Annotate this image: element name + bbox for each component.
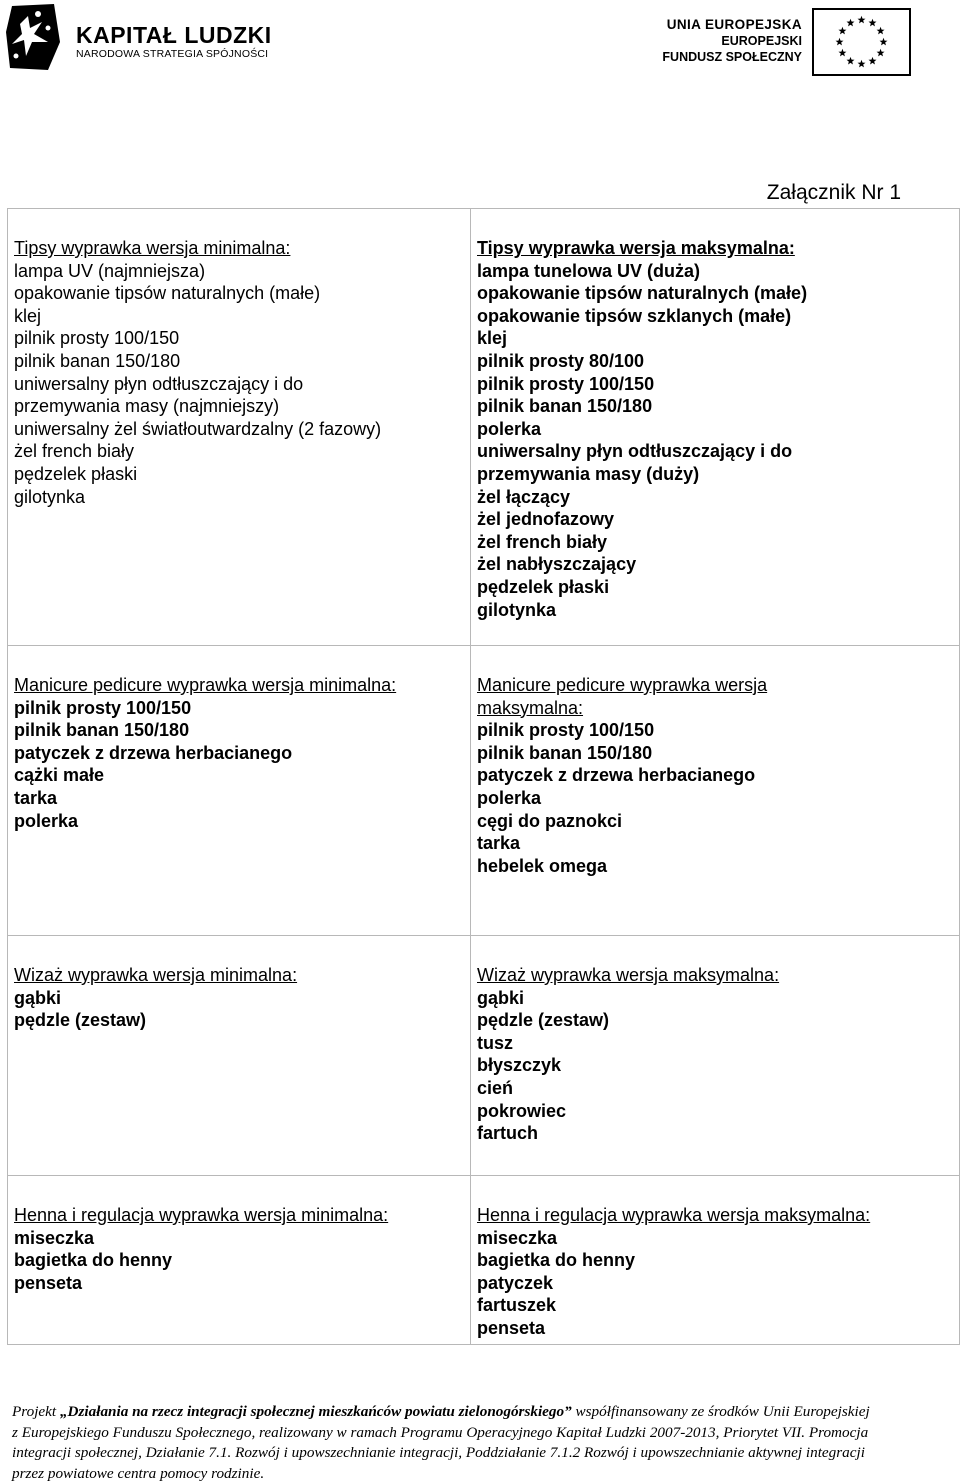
list-item: gilotynka	[477, 599, 953, 622]
wizaz-min-title: Wizaż wyprawka wersja minimalna:	[14, 964, 464, 987]
tipsy-min-title: Tipsy wyprawka wersja minimalna:	[14, 237, 464, 260]
eu-star-icon	[858, 60, 866, 68]
footer-line1-rest: współfinansowany ze środków Unii Europejskiej	[572, 1403, 870, 1420]
kapital-ludzki-logo	[4, 0, 254, 74]
kapital-ludzki-emblem-icon	[4, 2, 62, 72]
footer-prefix: Projekt	[12, 1403, 60, 1420]
list-item: pilnik banan 150/180	[14, 719, 464, 742]
wizaz-max-title: Wizaż wyprawka wersja maksymalna:	[477, 964, 953, 987]
eu-star-icon	[847, 19, 855, 27]
footer-project-name: „Działania na rzecz integracji społecznej mieszkańców powiatu zielonogórskiego”	[60, 1403, 572, 1420]
wizaz-min-cell	[8, 936, 471, 1176]
list-item: pilnik prosty 80/100	[477, 350, 953, 373]
list-item: penseta	[477, 1317, 953, 1340]
manicure-max-cell	[471, 646, 960, 936]
tipsy-max-title: Tipsy wyprawka wersja maksymalna:	[477, 237, 953, 260]
table-row-henna	[8, 1176, 960, 1345]
eu-logo	[664, 6, 914, 78]
eu-star-icon	[877, 27, 885, 35]
list-item: miseczka	[14, 1227, 464, 1250]
henna-max-cell	[471, 1176, 960, 1345]
manicure-max-title-line1: Manicure pedicure wyprawka wersja	[477, 674, 953, 697]
henna-min-title: Henna i regulacja wyprawka wersja minimalna:	[14, 1204, 464, 1227]
footer-note	[12, 1402, 912, 1484]
eu-logo-line3: FUNDUSZ SPOŁECZNY	[662, 49, 802, 65]
eu-star-icon	[877, 49, 885, 57]
footer-line1	[12, 1402, 912, 1423]
footer-line4: przez powiatowe centra pomocy rodzinie.	[12, 1464, 912, 1484]
list-item: lampa UV (najmniejsza)	[14, 260, 464, 283]
eu-star-icon	[869, 19, 877, 27]
tipsy-min-cell	[8, 209, 471, 646]
manicure-min-title: Manicure pedicure wyprawka wersja minimalna:	[14, 674, 464, 697]
list-item: bagietka do henny	[14, 1249, 464, 1272]
list-item: polerka	[14, 810, 464, 833]
list-item: żel french biały	[477, 531, 953, 554]
list-item: pilnik banan 150/180	[477, 395, 953, 418]
list-item: pokrowiec	[477, 1100, 953, 1123]
list-item: penseta	[14, 1272, 464, 1295]
kapital-ludzki-title: KAPITAŁ LUDZKI	[76, 22, 272, 49]
list-item: klej	[14, 305, 464, 328]
list-item: gąbki	[14, 987, 464, 1010]
list-item: opakowanie tipsów szklanych (małe)	[477, 305, 953, 328]
list-item: pilnik banan 150/180	[477, 742, 953, 765]
wizaz-max-cell	[471, 936, 960, 1176]
list-item: uniwersalny płyn odtłuszczający i do	[14, 373, 464, 396]
list-item: miseczka	[477, 1227, 953, 1250]
list-item: żel nabłyszczający	[477, 553, 953, 576]
list-item: cień	[477, 1077, 953, 1100]
list-item: gilotynka	[14, 486, 464, 509]
list-item: lampa tunelowa UV (duża)	[477, 260, 953, 283]
table-row-tipsy	[8, 209, 960, 646]
list-item: klej	[477, 327, 953, 350]
list-item: pilnik prosty 100/150	[477, 719, 953, 742]
list-item: pilnik prosty 100/150	[477, 373, 953, 396]
list-item: żel łączący	[477, 486, 953, 509]
list-item: tusz	[477, 1032, 953, 1055]
tipsy-max-cell	[471, 209, 960, 646]
footer-line3: integracji społecznej, Działanie 7.1. Rozwój i upowszechnianie integracji, Poddziałanie 7.1.2 Rozwój i upowszechnianie aktywnej integracji	[12, 1443, 912, 1464]
list-item: tarka	[477, 832, 953, 855]
list-item: uniwersalny żel światłoutwardzalny (2 fazowy)	[14, 418, 464, 441]
list-item: pędzle (zestaw)	[477, 1009, 953, 1032]
list-item: gąbki	[477, 987, 953, 1010]
manicure-max-title-line2: maksymalna:	[477, 697, 953, 720]
list-item: hebelek omega	[477, 855, 953, 878]
list-item: cążki małe	[14, 764, 464, 787]
table-row-manicure	[8, 646, 960, 936]
list-item: pędzle (zestaw)	[14, 1009, 464, 1032]
list-item: przemywania masy (najmniejszy)	[14, 395, 464, 418]
manicure-min-cell	[8, 646, 471, 936]
list-item: tarka	[14, 787, 464, 810]
list-item: cęgi do paznokci	[477, 810, 953, 833]
henna-min-cell	[8, 1176, 471, 1345]
annex-title: Załącznik Nr 1	[767, 181, 901, 205]
list-item: uniwersalny płyn odtłuszczający i do	[477, 440, 953, 463]
list-item: polerka	[477, 787, 953, 810]
list-item: patyczek z drzewa herbacianego	[477, 764, 953, 787]
list-item: patyczek	[477, 1272, 953, 1295]
list-item: żel french biały	[14, 440, 464, 463]
eu-star-icon	[847, 57, 855, 65]
list-item: żel jednofazowy	[477, 508, 953, 531]
list-item: przemywania masy (duży)	[477, 463, 953, 486]
eu-star-icon	[880, 38, 888, 46]
eu-logo-line2: EUROPEJSKI	[662, 33, 802, 49]
eu-star-icon	[836, 38, 844, 46]
list-item: pilnik prosty 100/150	[14, 327, 464, 350]
eu-star-icon	[838, 49, 846, 57]
list-item: pilnik prosty 100/150	[14, 697, 464, 720]
henna-max-title: Henna i regulacja wyprawka wersja maksymalna:	[477, 1204, 953, 1227]
list-item: błyszczyk	[477, 1054, 953, 1077]
eu-flag-icon	[812, 8, 911, 76]
list-item: pilnik banan 150/180	[14, 350, 464, 373]
list-item: fartuch	[477, 1122, 953, 1145]
equipment-table	[7, 208, 960, 1345]
eu-logo-text	[662, 16, 802, 65]
list-item: opakowanie tipsów naturalnych (małe)	[14, 282, 464, 305]
kapital-ludzki-subtitle: NARODOWA STRATEGIA SPÓJNOŚCI	[76, 48, 268, 60]
list-item: bagietka do henny	[477, 1249, 953, 1272]
eu-logo-line1: UNIA EUROPEJSKA	[662, 16, 802, 33]
eu-star-icon	[869, 57, 877, 65]
list-item: pędzelek płaski	[477, 576, 953, 599]
table-row-wizaz	[8, 936, 960, 1176]
footer-line2: z Europejskiego Funduszu Społecznego, realizowany w ramach Programu Operacyjnego Kapitał Ludzki 2007-2013, Priorytet VII. Promocja	[12, 1423, 912, 1444]
list-item: polerka	[477, 418, 953, 441]
list-item: fartuszek	[477, 1294, 953, 1317]
eu-star-icon	[838, 27, 846, 35]
eu-star-icon	[858, 16, 866, 24]
list-item: pędzelek płaski	[14, 463, 464, 486]
list-item: patyczek z drzewa herbacianego	[14, 742, 464, 765]
list-item: opakowanie tipsów naturalnych (małe)	[477, 282, 953, 305]
